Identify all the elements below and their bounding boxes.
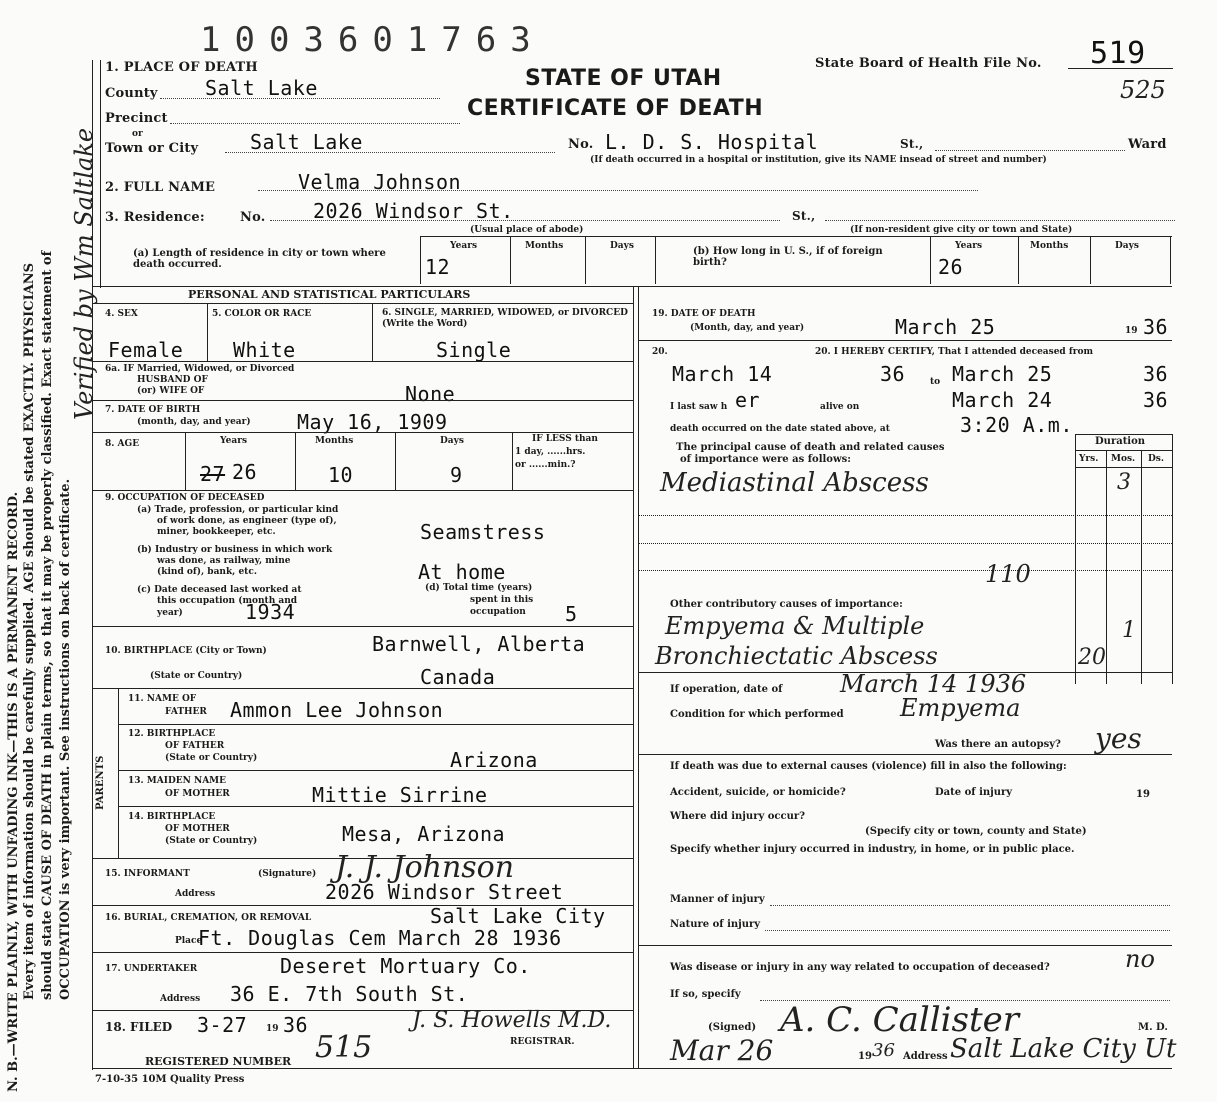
full-name-value: Velma Johnson [298,170,462,194]
reg-number-label: REGISTERED NUMBER [145,1055,292,1068]
mother-value: Mittie Sirrine [312,783,488,807]
length-residence-label [133,248,413,270]
death-date-sub: (Month, day, and year) [690,323,805,333]
occ-b1: (b) Industry or business in which work [137,545,333,555]
operation-date: March 14 1936 [840,670,1027,698]
us-years-value: 26 [938,255,964,279]
residence-label: 3. Residence: [105,210,205,225]
place-of-death-label: 1. PLACE OF DEATH [105,60,258,75]
occ-c2: this occupation (month and [157,596,298,606]
where-label: Where did injury occur? [670,811,806,822]
city-or-label: or [132,129,143,139]
father-bp-label-b: OF FATHER [165,741,225,751]
occ-a1: (a) Trade, profession, or particular kind [137,505,339,515]
length-days-label: Days [610,241,634,251]
burial-place: Ft. Douglas Cem March 28 1936 [198,926,562,950]
md-label: M. D. [1138,1022,1168,1033]
informant-address-city: Salt Lake City [430,904,606,928]
ward-label: Ward [1128,137,1167,152]
other-cause-1: Empyema & Multiple [665,612,925,640]
dur-mos: Mos. [1111,454,1136,464]
side-note-4: OCCUPATION is very important. See instructions on back of certificate. [58,478,73,1000]
registrar-label: REGISTRAR. [510,1037,575,1047]
cert-intro-num: 20. [652,347,668,357]
county-label: County [105,86,158,101]
length-years-value: 12 [425,255,451,279]
mother-bp-label-c: (State or Country) [165,836,258,846]
occupation-value: Seamstress [420,520,546,544]
age-days-label: Days [440,436,464,446]
filed-label: 18. FILED [105,1020,173,1034]
marital-value: Single [436,338,512,362]
reg-number: 515 [315,1030,373,1065]
informant-label: 15. INFORMANT [105,869,190,879]
burial-place-label: Place [175,936,203,946]
county-value: Salt Lake [205,76,318,100]
total-time-value: 5 [565,602,578,626]
other-cause-2: Bronchiectatic Abscess [655,642,938,670]
accident-label: Accident, suicide, or homicide? [670,787,846,798]
side-note-3: should state CAUSE OF DEATH in plain terms, so that it may be properly classified. Exact statement of [40,250,55,1000]
injury-date-label: Date of injury [935,787,1013,798]
us-days-label: Days [1115,241,1139,251]
death-time: 3:20 A.m. [960,413,1073,437]
registrar-signature: J. S. Howells M.D. [412,1008,612,1033]
death-date-label: 19. DATE OF DEATH [652,309,756,319]
hospital-value: L. D. S. Hospital [605,130,819,154]
parents-side-label: PARENTS [95,755,106,810]
us-label [693,246,913,268]
file-number-hand: 525 [1120,76,1166,104]
informant-signature: J. J. Johnson [335,850,515,885]
birthplace-state-label: (State or Country) [150,671,243,681]
operation-label: If operation, date of [670,684,783,695]
cert-intro: 20. I HEREBY CERTIFY, That I attended deceased from [815,347,1093,357]
age-months-value: 10 [328,463,354,487]
no-label: No. [568,137,594,152]
dur-ds: Ds. [1148,454,1165,464]
occ-b2: was done, as railway, mine [157,556,291,566]
length-residence-text: (a) Length of residence in city or town where death occurred. [133,248,386,270]
last-saw-label: I last saw h [670,402,728,412]
last-saw-date: March 24 [952,388,1053,412]
attended-from-year: 36 [880,362,906,386]
spouse-label-a: 6a. IF Married, Widowed, or Divorced [105,364,295,374]
injury-year: 19 [1136,789,1150,800]
signed-label: (Signed) [708,1022,757,1033]
occ-c1: (c) Date deceased last worked at [137,585,302,595]
related-label: Was disease or injury in any way related to occupation of deceased? [670,962,1050,973]
less-label-2: 1 day, ......hrs. [515,447,586,457]
other-cause-2-value: 20 [1078,645,1106,670]
autopsy-label: Was there an autopsy? [935,739,1061,750]
occ-d3: occupation [470,607,526,617]
filed-date: 3-27 [197,1013,248,1037]
death-year-prefix: 19 [1125,326,1138,336]
mother-label-b: OF MOTHER [165,789,230,799]
to-label: to [930,377,941,387]
sign-year-prefix: 19 [858,1051,872,1062]
father-bp-value: Arizona [450,748,538,772]
condition-label: Condition for which performed [670,709,844,720]
residence-st-label: St., [792,209,816,223]
mother-bp-label-a: 14. BIRTHPLACE [128,812,216,822]
occ-d1: (d) Total time (years) [425,583,533,593]
filed-year: 36 [283,1013,309,1037]
birthplace-label: 10. BIRTHPLACE (City or Town) [105,646,267,656]
condition-value: Empyema [900,694,1021,722]
side-note-1: N. B.—WRITE PLAINLY, WITH UNFADING INK—THIS IS A PERMANENT RECORD. [6,491,21,1092]
attended-to: March 25 [952,362,1053,386]
age-years-struck: 27 [200,462,226,486]
certificate-title: CERTIFICATE OF DEATH [467,96,764,121]
related-value: no [1125,945,1155,973]
file-number: 519 [1090,36,1146,71]
last-saw-her: er [735,388,761,412]
physician-address-label: Address [903,1051,948,1062]
cause-intro-2: of importance were as follows: [680,454,851,465]
manner-label: Manner of injury [670,894,765,905]
state-title: STATE OF UTAH [525,66,722,91]
time-intro: death occurred on the date stated above, at [670,424,890,434]
duration-label: Duration [1095,436,1146,447]
mother-label-a: 13. MAIDEN NAME [128,776,227,786]
dob-value: May 16, 1909 [297,410,448,434]
informant-sig-label: (Signature) [258,869,317,879]
burial-label: 16. BURIAL, CREMATION, OR REMOVAL [105,913,312,923]
attended-from: March 14 [672,362,773,386]
informant-address-label: Address [175,889,216,899]
undertaker-value: Deseret Mortuary Co. [280,954,531,978]
specify-whether: Specify whether injury occurred in industry, in home, or in public place. [670,844,1075,855]
less-label-1: IF LESS than [532,434,598,444]
if-so-label: If so, specify [670,989,741,1000]
age-years-label: Years [220,436,248,446]
occ-c3: year) [157,608,183,618]
occ-a3: miner, bookkeeper, etc. [157,527,276,537]
birthplace-country: Canada [420,665,496,689]
us-years-label: Years [955,241,983,251]
dob-sub: (month, day, and year) [137,417,251,427]
father-label-a: 11. NAME OF [128,694,197,704]
other-cause-1-value: 1 [1122,618,1136,643]
spouse-label-c: (or) WIFE OF [137,386,205,396]
undertaker-address-label: Address [160,994,201,1004]
occupation-label: 9. OCCUPATION OF DECEASED [105,493,265,503]
side-note-2: Every item of information should be carefully supplied. AGE should be stated EXACTLY. PHYSICIANS [22,262,37,1000]
cause-intro-1: The principal cause of death and related causes [676,442,945,453]
certificate-number: 1003601763 [200,20,545,60]
us-months-label: Months [1030,241,1069,251]
hospital-note: (If death occurred in a hospital or institution, give its NAME insead of street and number) [590,155,1047,165]
full-name-label: 2. FULL NAME [105,180,216,195]
age-months-label: Months [315,436,354,446]
external-label: If death was due to external causes (violence) fill in also the following: [670,761,1067,772]
occ-b3: (kind of), bank, etc. [157,567,257,577]
last-worked-value: 1934 [245,600,296,624]
autopsy-value: yes [1095,722,1142,755]
sign-year: 36 [872,1040,895,1061]
cause-1: Mediastinal Abscess [660,468,929,498]
cause-code: 110 [985,560,1031,588]
nature-label: Nature of injury [670,919,761,930]
specify-note: (Specify city or town, county and State) [865,826,1087,837]
occ-d2: spent in this [470,595,534,605]
father-bp-label-c: (State or Country) [165,753,258,763]
age-label: 8. AGE [105,439,140,449]
undertaker-address: 36 E. 7th South St. [230,982,469,1006]
death-year: 36 [1143,315,1169,339]
occ-a2: of work done, as engineer (type of), [157,516,337,526]
race-value: White [233,338,296,362]
less-label-3: or ......min.? [515,460,576,470]
dur-yrs: Yrs. [1079,454,1099,464]
nonresident-note: (If non-resident give city or town and State) [850,225,1073,235]
usual-abode-note: (Usual place of abode) [470,225,584,235]
informant-address: 2026 Windsor Street [325,880,564,904]
length-months-label: Months [525,241,564,251]
printer-mark: 7-10-35 10M Quality Press [95,1074,245,1085]
industry-value: At home [418,560,506,584]
file-number-label: State Board of Health File No. [815,56,1042,71]
length-years-label: Years [450,241,478,251]
age-days-value: 9 [450,463,463,487]
dob-label: 7. DATE OF BIRTH [105,405,201,415]
sex-label: 4. SEX [105,309,138,319]
mother-bp-value: Mesa, Arizona [342,822,506,846]
cause-1-months: 3 [1117,470,1131,495]
precinct-label: Precinct [105,111,168,126]
residence-no-label: No. [240,210,266,225]
alive-label: alive on [820,402,860,412]
city-label: Town or City [105,141,199,156]
last-saw-year: 36 [1143,388,1169,412]
personal-header: PERSONAL AND STATISTICAL PARTICULARS [188,288,471,301]
father-label-b: FATHER [165,707,207,717]
physician-address: Salt Lake City Ut [950,1034,1177,1064]
race-label: 5. COLOR OR RACE [212,309,312,319]
side-handwriting: Verified by Wm Saltlake [70,127,98,420]
other-causes-label: Other contributory causes of importance: [670,599,903,610]
sign-date: Mar 26 [670,1034,774,1067]
death-date: March 25 [895,315,996,339]
attended-to-year: 36 [1143,362,1169,386]
spouse-value: None [405,382,456,406]
residence-value: 2026 Windsor St. [313,199,514,223]
undertaker-label: 17. UNDERTAKER [105,964,198,974]
marital-text: 6. SINGLE, MARRIED, WIDOWED, or DIVORCED (Write the Word) [382,308,628,329]
age-years-value: 26 [232,460,258,484]
birthplace-city: Barnwell, Alberta [372,632,586,656]
filed-year-prefix: 19 [266,1024,279,1034]
marital-label [382,308,630,330]
spouse-label-b: HUSBAND OF [137,375,208,385]
mother-bp-label-b: OF MOTHER [165,824,230,834]
physician-signature: A. C. Callister [780,1000,1019,1040]
st-label: St., [900,137,924,151]
father-bp-label-a: 12. BIRTHPLACE [128,729,216,739]
city-value: Salt Lake [250,130,363,154]
sex-value: Female [108,338,184,362]
us-text: (b) How long in U. S., if of foreign birth? [693,246,883,268]
father-value: Ammon Lee Johnson [230,698,444,722]
